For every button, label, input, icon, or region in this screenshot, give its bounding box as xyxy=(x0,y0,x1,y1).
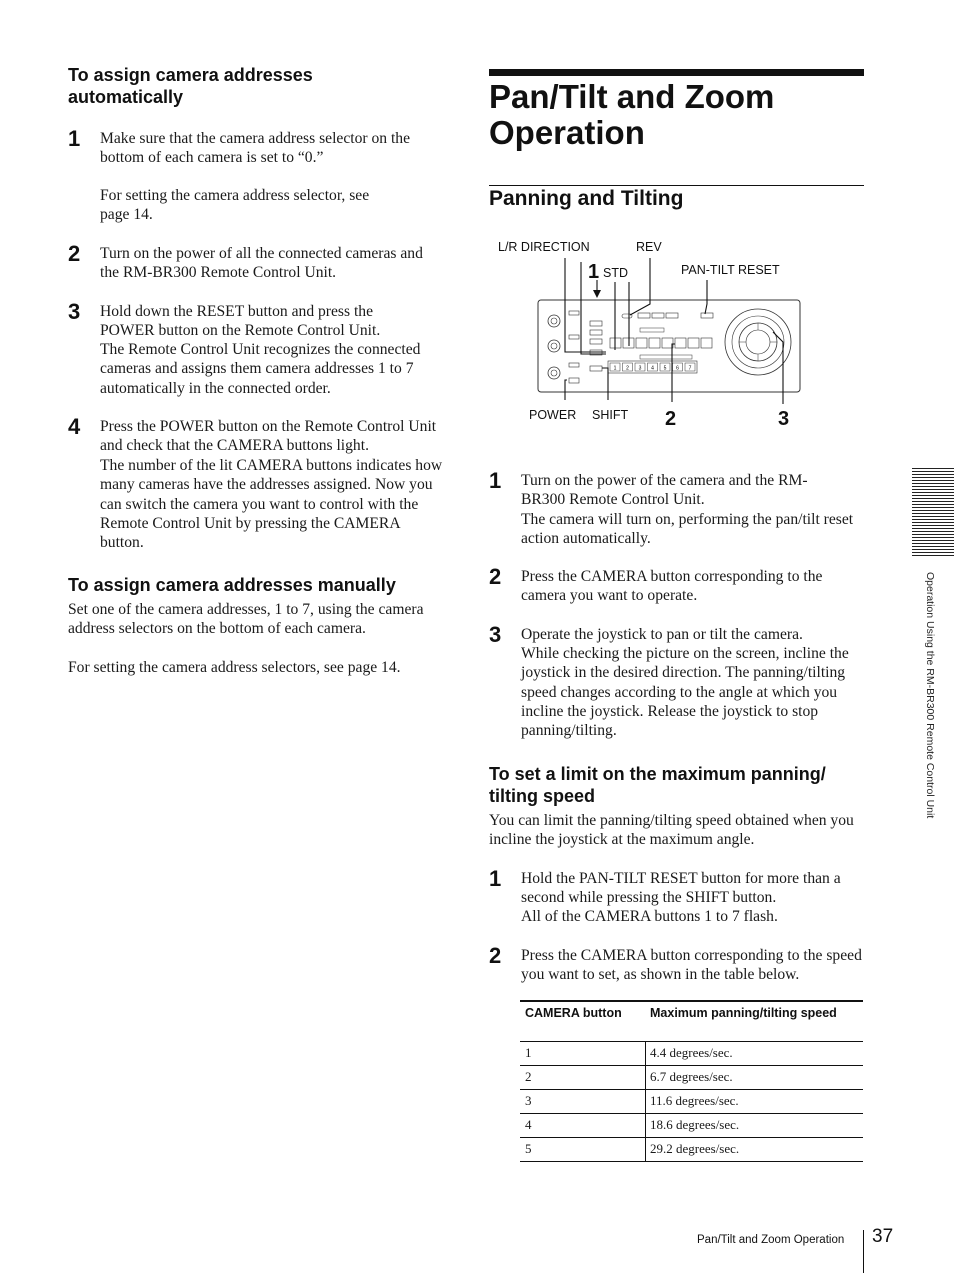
section-heading: Panning and Tilting xyxy=(489,187,684,210)
step-text: Turn on the power of all the connected cameras and the RM-BR300 Remote Control Unit. xyxy=(100,245,423,282)
table-cell: 1 xyxy=(525,1045,532,1060)
step-note: The camera will turn on, performing the pan/tilt reset action automatically. xyxy=(521,511,854,548)
step-number: 2 xyxy=(489,564,502,589)
step-number: 1 xyxy=(489,468,502,493)
callout-number-1: 1 xyxy=(588,261,600,283)
camera-button-label: 7 xyxy=(688,365,692,372)
step-number: 2 xyxy=(489,943,502,968)
camera-button-label: 1 xyxy=(613,365,617,372)
camera-button-label: 5 xyxy=(663,365,667,372)
heading-manual-assign: To assign camera addresses manually xyxy=(68,575,396,595)
remote-control-drawing xyxy=(495,232,805,442)
section-rule xyxy=(489,185,864,186)
table-cell: 18.6 degrees/sec. xyxy=(650,1117,740,1132)
table-cell: 6.7 degrees/sec. xyxy=(650,1069,733,1084)
step-note: All of the CAMERA buttons 1 to 7 flash. xyxy=(521,908,778,925)
step-number: 2 xyxy=(68,241,81,266)
step-number: 1 xyxy=(489,866,502,891)
callout-number-2: 2 xyxy=(665,408,677,430)
table-cell: 5 xyxy=(525,1141,532,1156)
step-text: Hold down the RESET button and press the POWER button on the Remote Control Unit. xyxy=(100,303,381,340)
callout-number-3: 3 xyxy=(778,408,790,430)
title-bar xyxy=(489,69,864,76)
camera-button-label: 6 xyxy=(676,365,679,372)
remote-control-diagram xyxy=(495,232,805,442)
table-cell: 3 xyxy=(525,1093,532,1108)
manual-paragraph-2: For setting the camera address selectors, see page 14. xyxy=(68,659,401,676)
arrow-icon xyxy=(593,290,601,298)
camera-button-label: 4 xyxy=(651,365,654,372)
chapter-tab-label: Operation Using the RM-BR300 Remote Control Unit xyxy=(924,572,936,819)
table-cell: 2 xyxy=(525,1069,532,1084)
page-number: 37 xyxy=(872,1226,894,1247)
step-number: 4 xyxy=(68,414,81,439)
step-number: 3 xyxy=(68,299,81,324)
knob-icon xyxy=(548,367,560,379)
table-cell: 11.6 degrees/sec. xyxy=(650,1093,739,1108)
footer-rule xyxy=(863,1230,864,1273)
heading-speed-limit: To set a limit on the maximum panning/ tilting speed xyxy=(489,764,826,806)
table-top-rule xyxy=(520,1000,863,1002)
camera-button-label: 2 xyxy=(626,365,629,372)
speed-limit-paragraph: You can limit the panning/tilting speed obtained when you incline the joystick at the maximum angle. xyxy=(489,812,854,849)
table-cell: 29.2 degrees/sec. xyxy=(650,1141,740,1156)
table-header: Maximum panning/tilting speed xyxy=(650,1006,837,1020)
step-text: Hold the PAN-TILT RESET button for more than a second while pressing the SHIFT button. xyxy=(521,870,841,907)
page-title: Pan/Tilt and Zoom Operation xyxy=(489,78,775,151)
step-text: Operate the joystick to pan or tilt the camera. xyxy=(521,626,803,643)
knob-icon xyxy=(548,340,560,352)
label-pan-tilt-reset: PAN-TILT RESET xyxy=(681,263,780,277)
label-std: STD xyxy=(603,266,628,280)
step-text: Press the POWER button on the Remote Control Unit and check that the CAMERA buttons light. xyxy=(100,418,437,455)
label-rev: REV xyxy=(636,240,662,254)
label-power: POWER xyxy=(529,408,577,422)
knob-icon xyxy=(548,315,560,327)
label-shift: SHIFT xyxy=(592,408,629,422)
footer-section: Pan/Tilt and Zoom Operation xyxy=(697,1234,845,1246)
table-cell: 4 xyxy=(525,1117,532,1132)
table-header: CAMERA button xyxy=(525,1006,622,1020)
step-note: The Remote Control Unit recognizes the connected cameras and assigns them camera addresses 1 to 7 automatically in the connected order. xyxy=(100,341,421,397)
camera-button-label: 3 xyxy=(638,365,642,372)
step-note: For setting the camera address selector, see page 14. xyxy=(100,187,370,224)
heading-auto-assign: To assign camera addresses automatically xyxy=(68,65,313,107)
table-cell: 4.4 degrees/sec. xyxy=(650,1045,733,1060)
chapter-tab-stripes xyxy=(912,468,954,558)
step-text: Make sure that the camera address selector on the bottom of each camera is set to “0.” xyxy=(100,130,411,167)
step-text: Turn on the power of the camera and the RM-BR300 Remote Control Unit. xyxy=(521,472,808,509)
step-text: Press the CAMERA button corresponding to the speed you want to set, as shown in the table below. xyxy=(521,947,862,984)
label-lr-direction: L/R DIRECTION xyxy=(498,240,590,254)
step-text: Press the CAMERA button corresponding to the camera you want to operate. xyxy=(521,568,823,605)
step-note: The number of the lit CAMERA buttons indicates how many cameras have the addresses assigned. Now you can switch the camera you want to control with the Remote Control Unit by pressing the CAMERA button. xyxy=(100,457,443,552)
step-note: While checking the picture on the screen, incline the joystick in the desired direction. The panning/tilting speed changes according to the angle at which you incline the joystick. Release the joystick to stop panning/tilting. xyxy=(521,645,849,740)
manual-paragraph-1: Set one of the camera addresses, 1 to 7, using the camera address selectors on the bottom of each camera. xyxy=(68,601,424,638)
step-number: 1 xyxy=(68,126,81,151)
step-number: 3 xyxy=(489,622,502,647)
